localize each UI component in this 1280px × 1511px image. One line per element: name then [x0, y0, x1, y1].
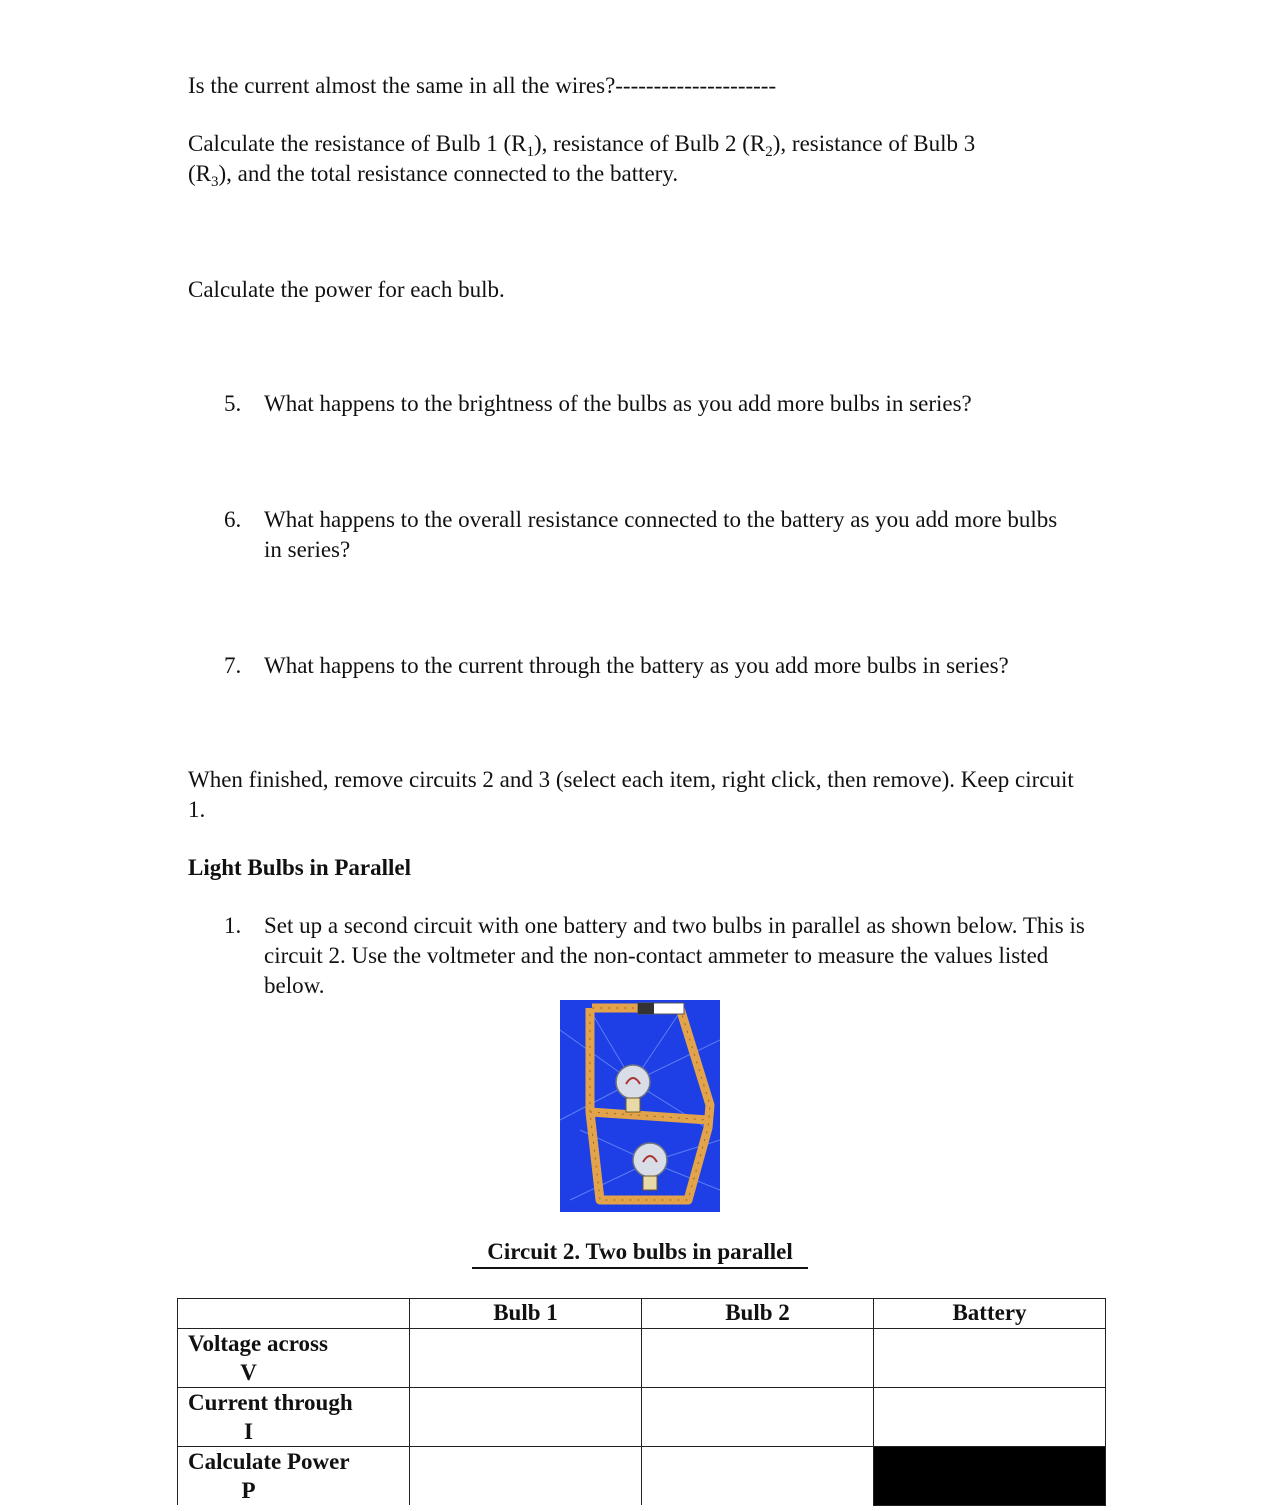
table-row [178, 1447, 1106, 1506]
row-label [178, 1329, 410, 1388]
circuit-2-image [560, 1000, 720, 1212]
table-header-cell: Bulb 2 [642, 1299, 874, 1329]
section-heading: Light Bulbs in Parallel [188, 855, 412, 880]
calculate-power-instruction: Calculate the power for each bulb. [188, 277, 505, 302]
row-symbol: P [241, 1478, 256, 1503]
figure-caption: Circuit 2. Two bulbs in parallel [472, 1237, 808, 1269]
table-row [178, 1329, 1106, 1388]
table-cell[interactable] [642, 1388, 874, 1447]
text-segment: (R [188, 161, 211, 186]
table-cell[interactable] [874, 1388, 1106, 1447]
table-row [178, 1388, 1106, 1447]
question-text: What happens to the current through the battery as you add more bulbs in series? [264, 653, 1009, 678]
table-header-cell [178, 1299, 410, 1329]
calculate-resistance-instruction [188, 129, 1068, 189]
row-label-text: Calculate Power [188, 1449, 350, 1474]
table-cell[interactable] [874, 1329, 1106, 1388]
question-number: 1. [224, 913, 242, 938]
text-segment: ), and the total resistance connected to the battery. [218, 161, 679, 186]
question-text: What happens to the overall resistance connected to the battery as you add more bulbs in series? [264, 507, 1058, 562]
table-header-row [178, 1299, 1106, 1329]
question-number: 7. [224, 653, 242, 678]
table-header-cell: Bulb 1 [410, 1299, 642, 1329]
question-number: 6. [224, 507, 242, 532]
question-current-same: Is the current almost the same in all the wires?--------------------- [188, 73, 777, 98]
question-text: What happens to the brightness of the bulbs as you add more bulbs in series? [264, 391, 972, 416]
table-cell[interactable] [410, 1388, 642, 1447]
measurement-table [177, 1298, 1106, 1506]
question-number: 5. [224, 391, 242, 416]
subscript: 2 [765, 144, 773, 160]
blacked-out-cell [874, 1447, 1106, 1506]
table-header-cell: Battery [874, 1299, 1106, 1329]
table-cell[interactable] [642, 1329, 874, 1388]
question-text: Set up a second circuit with one battery and two bulbs in parallel as shown below. This is circuit 2. Use the voltmeter and the non-contact ammeter to measure the values listed below. [264, 913, 1085, 998]
row-label [178, 1388, 410, 1447]
when-finished-instruction: When finished, remove circuits 2 and 3 (select each item, right click, then remove). Keep circuit 1. [188, 767, 1074, 822]
row-label [178, 1447, 410, 1506]
table-cell[interactable] [410, 1329, 642, 1388]
row-label-text: Voltage across [188, 1331, 328, 1356]
text-segment: Calculate the resistance of Bulb 1 (R [188, 131, 527, 156]
text-segment: ), resistance of Bulb 3 [772, 131, 976, 156]
row-symbol: I [244, 1419, 253, 1444]
subscript: 1 [526, 144, 535, 160]
table-cell[interactable] [410, 1447, 642, 1506]
row-label-text: Current through [188, 1390, 353, 1415]
subscript: 3 [211, 174, 219, 190]
table-cell[interactable] [642, 1447, 874, 1506]
battery-terminal [638, 1003, 654, 1014]
row-symbol: V [240, 1360, 257, 1385]
text-segment: ), resistance of Bulb 2 (R [534, 131, 766, 156]
